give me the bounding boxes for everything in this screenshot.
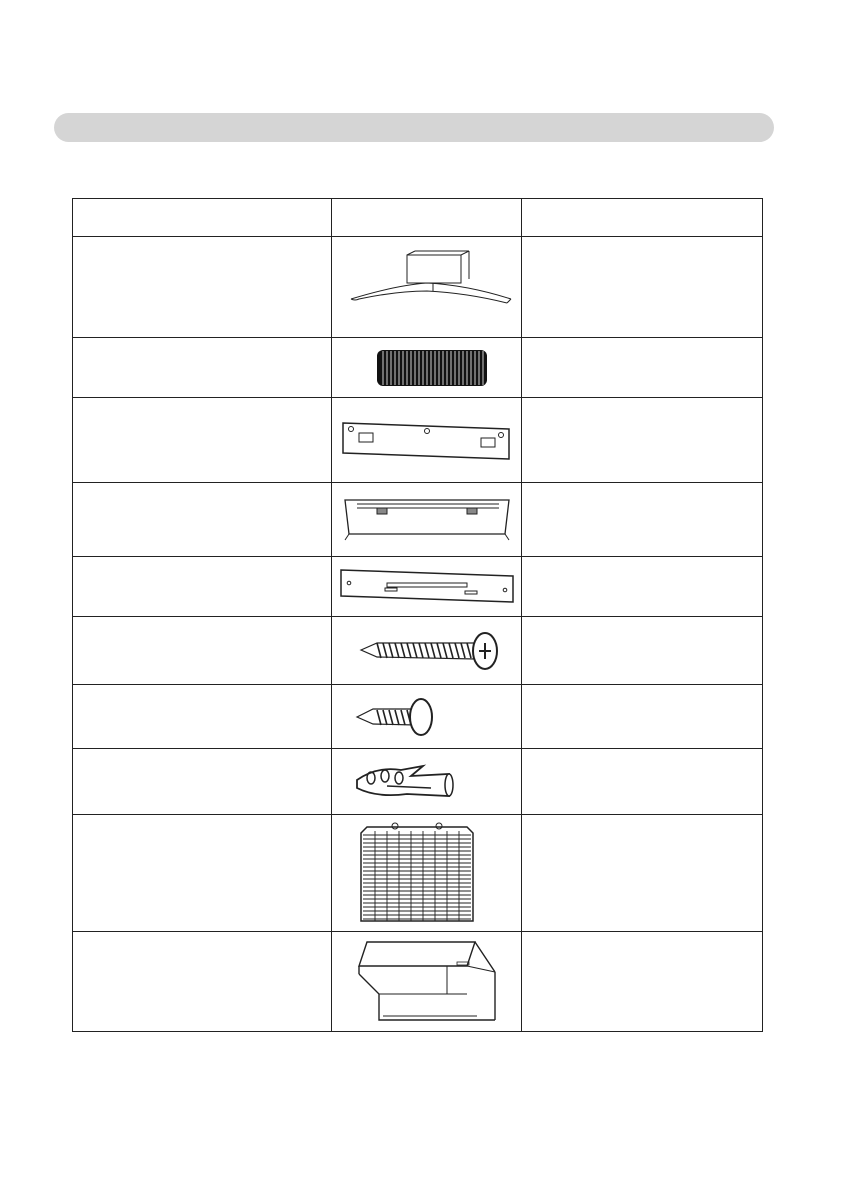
part-name xyxy=(73,685,332,749)
part-picture xyxy=(332,815,522,931)
short-screw-icon xyxy=(337,693,517,741)
part-quantity xyxy=(522,338,763,398)
air-deflector-icon xyxy=(337,936,517,1026)
part-name xyxy=(73,749,332,815)
part-quantity xyxy=(522,237,763,338)
part-quantity xyxy=(522,815,763,931)
header-picture xyxy=(332,199,522,237)
table-row xyxy=(73,556,763,616)
wall-bracket-icon xyxy=(337,415,517,465)
chimney-hood-icon xyxy=(337,247,517,327)
part-name xyxy=(73,338,332,398)
table-row xyxy=(73,815,763,931)
part-quantity xyxy=(522,931,763,1031)
mounting-plate-icon xyxy=(337,566,517,606)
table-row xyxy=(73,398,763,482)
header-quantity xyxy=(522,199,763,237)
table-row xyxy=(73,685,763,749)
part-picture xyxy=(332,338,522,398)
table-row xyxy=(73,616,763,684)
part-quantity xyxy=(522,482,763,556)
part-quantity xyxy=(522,398,763,482)
part-picture xyxy=(332,616,522,684)
flexible-duct-icon xyxy=(337,346,517,390)
part-name xyxy=(73,398,332,482)
parts-table xyxy=(72,198,763,1032)
part-name xyxy=(73,482,332,556)
part-name xyxy=(73,237,332,338)
long-screw-icon xyxy=(337,626,517,676)
table-row xyxy=(73,482,763,556)
part-picture xyxy=(332,556,522,616)
section-header-bar xyxy=(54,113,774,142)
table-row xyxy=(73,338,763,398)
table-header-row xyxy=(73,199,763,237)
header-part-name xyxy=(73,199,332,237)
carbon-filter-icon xyxy=(337,821,517,925)
part-name xyxy=(73,616,332,684)
part-quantity xyxy=(522,749,763,815)
part-quantity xyxy=(522,556,763,616)
part-picture xyxy=(332,685,522,749)
part-name xyxy=(73,931,332,1031)
part-name xyxy=(73,556,332,616)
part-name xyxy=(73,815,332,931)
chimney-bracket-icon xyxy=(337,494,517,544)
part-quantity xyxy=(522,685,763,749)
wall-plug-icon xyxy=(337,758,517,806)
part-picture xyxy=(332,931,522,1031)
table-row xyxy=(73,749,763,815)
part-picture xyxy=(332,237,522,338)
part-picture xyxy=(332,398,522,482)
table-row xyxy=(73,931,763,1031)
part-picture xyxy=(332,749,522,815)
part-quantity xyxy=(522,616,763,684)
table-row xyxy=(73,237,763,338)
part-picture xyxy=(332,482,522,556)
